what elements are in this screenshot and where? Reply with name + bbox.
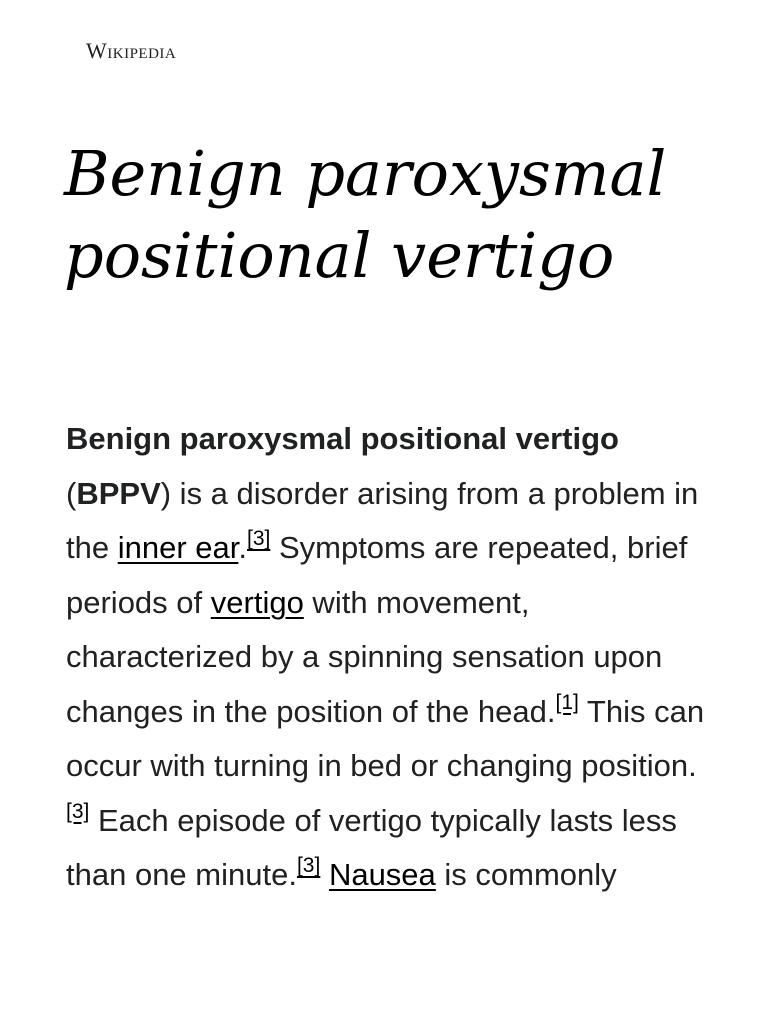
page-title: Benign paroxysmal positional vertigo — [64, 137, 667, 292]
text-run: Symptoms are repeated, brief periods of — [66, 530, 688, 620]
text-run: . — [238, 530, 247, 565]
ref-link-3[interactable]: [3] — [246, 527, 271, 550]
reference-superscript — [297, 854, 320, 877]
reference-superscript — [555, 691, 578, 714]
reference-superscript — [66, 800, 89, 823]
wikipedia-wordmark-logo[interactable]: Wikipedia — [86, 38, 177, 63]
text-run: ( — [66, 475, 77, 511]
text-run: Each episode of vertigo typically lasts less than one minute. — [66, 802, 677, 892]
text-run: is commonly — [435, 857, 617, 892]
link-nausea[interactable]: Nausea — [328, 857, 436, 892]
reference-superscript — [247, 527, 270, 550]
ref-link-3[interactable]: [3] — [296, 854, 321, 877]
ref-link-1[interactable]: [1] — [555, 690, 579, 714]
abbreviation: BPPV — [76, 475, 161, 511]
text-run: with movement, characterized by a spinning sensation upon changes in the position of the head. — [66, 584, 663, 729]
site-header — [86, 38, 176, 68]
article-intro-paragraph — [66, 412, 716, 903]
text-run: ) is a disorder arising from a problem in the — [66, 475, 699, 565]
text-run — [320, 857, 329, 892]
link-vertigo[interactable]: vertigo — [210, 584, 304, 620]
ref-link-3[interactable]: [3] — [66, 799, 90, 823]
link-inner-ear[interactable]: inner ear — [117, 530, 239, 565]
bold-term: Benign paroxysmal positional vertigo — [66, 421, 619, 456]
text-run: This can occur with turning in bed or changing position. — [66, 693, 705, 783]
